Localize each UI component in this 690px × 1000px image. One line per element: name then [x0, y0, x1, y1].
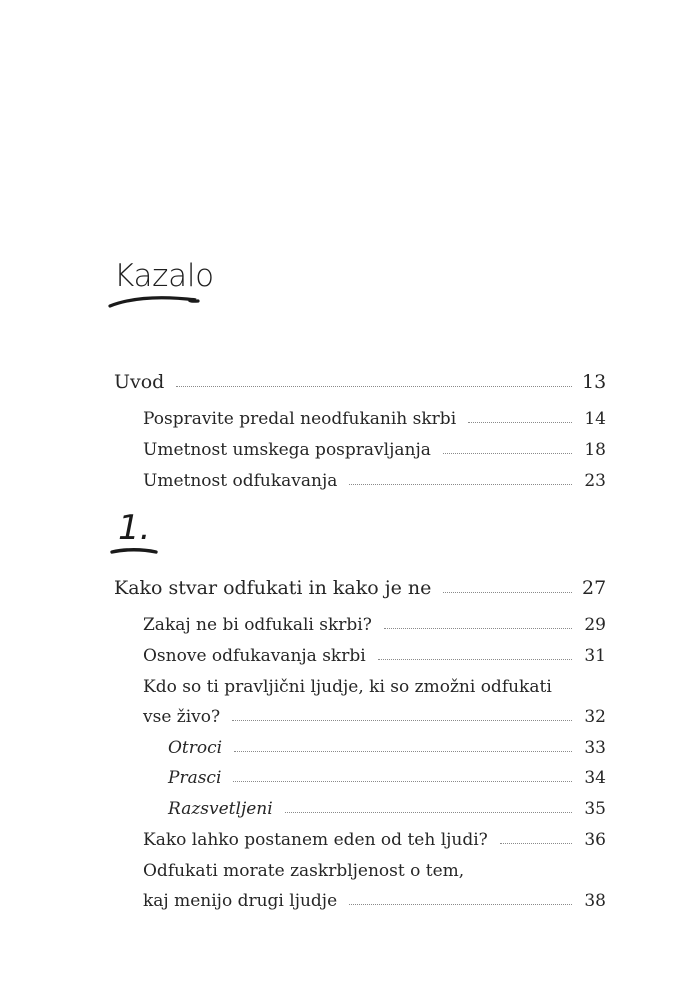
dot-leader	[443, 452, 572, 454]
dot-leader	[378, 658, 572, 660]
toc-page-number: 14	[584, 409, 606, 429]
toc-entry[interactable]	[143, 855, 606, 881]
toc-entry-title: Uvod	[114, 371, 165, 393]
toc-entry-title: Osnove odfukavanja skrbi	[143, 646, 366, 666]
toc-entry-title: Umetnost odfukavanja	[143, 471, 338, 491]
toc-entry[interactable]	[143, 434, 606, 460]
toc-entry[interactable]	[143, 824, 606, 850]
toc-entry[interactable]	[143, 465, 606, 491]
toc-page-number: 32	[584, 707, 606, 727]
toc-page-number: 29	[584, 615, 606, 635]
toc-entry-title: Pospravite predal neodfukanih skrbi	[143, 409, 457, 429]
toc-entry-title: Otroci	[168, 738, 223, 758]
toc-entry-title: Odfukati morate zaskrbljenost o tem,	[143, 861, 465, 881]
toc-entry[interactable]	[143, 640, 606, 666]
dot-leader	[285, 811, 572, 813]
toc-entry-title: Kako stvar odfukati in kako je ne	[114, 577, 432, 599]
toc-entry[interactable]	[168, 793, 606, 819]
toc-page-number: 35	[584, 799, 606, 819]
dot-leader	[500, 842, 572, 844]
toc-page-number: 36	[584, 830, 606, 850]
part-underline-swash	[110, 544, 162, 558]
toc-entry[interactable]	[168, 732, 606, 758]
part-number: 1.	[118, 508, 151, 548]
dot-leader	[384, 627, 572, 629]
dot-leader	[468, 421, 572, 423]
toc-page-number: 18	[584, 440, 606, 460]
toc-entry-title: vse živo?	[143, 707, 221, 727]
toc-entry[interactable]	[143, 403, 606, 429]
toc-page-number: 13	[582, 371, 607, 393]
dot-leader	[233, 780, 572, 782]
toc-entry-intro[interactable]	[114, 367, 606, 393]
page-title: Kazalo	[114, 258, 214, 294]
toc-entry[interactable]	[143, 671, 606, 697]
toc-page-number: 38	[584, 891, 606, 911]
toc-entry[interactable]	[143, 701, 606, 727]
toc-entry-title: Razsvetljeni	[168, 799, 273, 819]
toc-entry-title: Zakaj ne bi odfukali skrbi?	[143, 615, 372, 635]
dot-leader	[176, 385, 572, 387]
toc-entry[interactable]	[143, 885, 606, 911]
toc-entry-title: Prasci	[168, 768, 222, 788]
dot-leader	[232, 719, 572, 721]
dot-leader	[443, 591, 572, 593]
toc-entry-title: kaj menijo drugi ljudje	[143, 891, 338, 911]
dot-leader	[349, 903, 572, 905]
dot-leader	[234, 750, 572, 752]
heading-underline-swash	[108, 290, 204, 310]
toc-page-number: 34	[584, 768, 606, 788]
toc-page-number: 27	[582, 577, 607, 599]
toc-entry[interactable]	[168, 762, 606, 788]
toc-entry-title: Umetnost umskega pospravljanja	[143, 440, 431, 460]
dot-leader	[349, 483, 572, 485]
toc-entry-part-1[interactable]	[114, 573, 606, 599]
toc-page-number: 33	[584, 738, 606, 758]
toc-entry-title: Kdo so ti pravljični ljudje, ki so zmožni odfukati	[143, 677, 552, 697]
toc-entry-title: Kako lahko postanem eden od teh ljudi?	[143, 830, 488, 850]
toc-page-number: 23	[584, 471, 606, 491]
toc-page-number: 31	[584, 646, 606, 666]
toc-entry[interactable]	[143, 609, 606, 635]
